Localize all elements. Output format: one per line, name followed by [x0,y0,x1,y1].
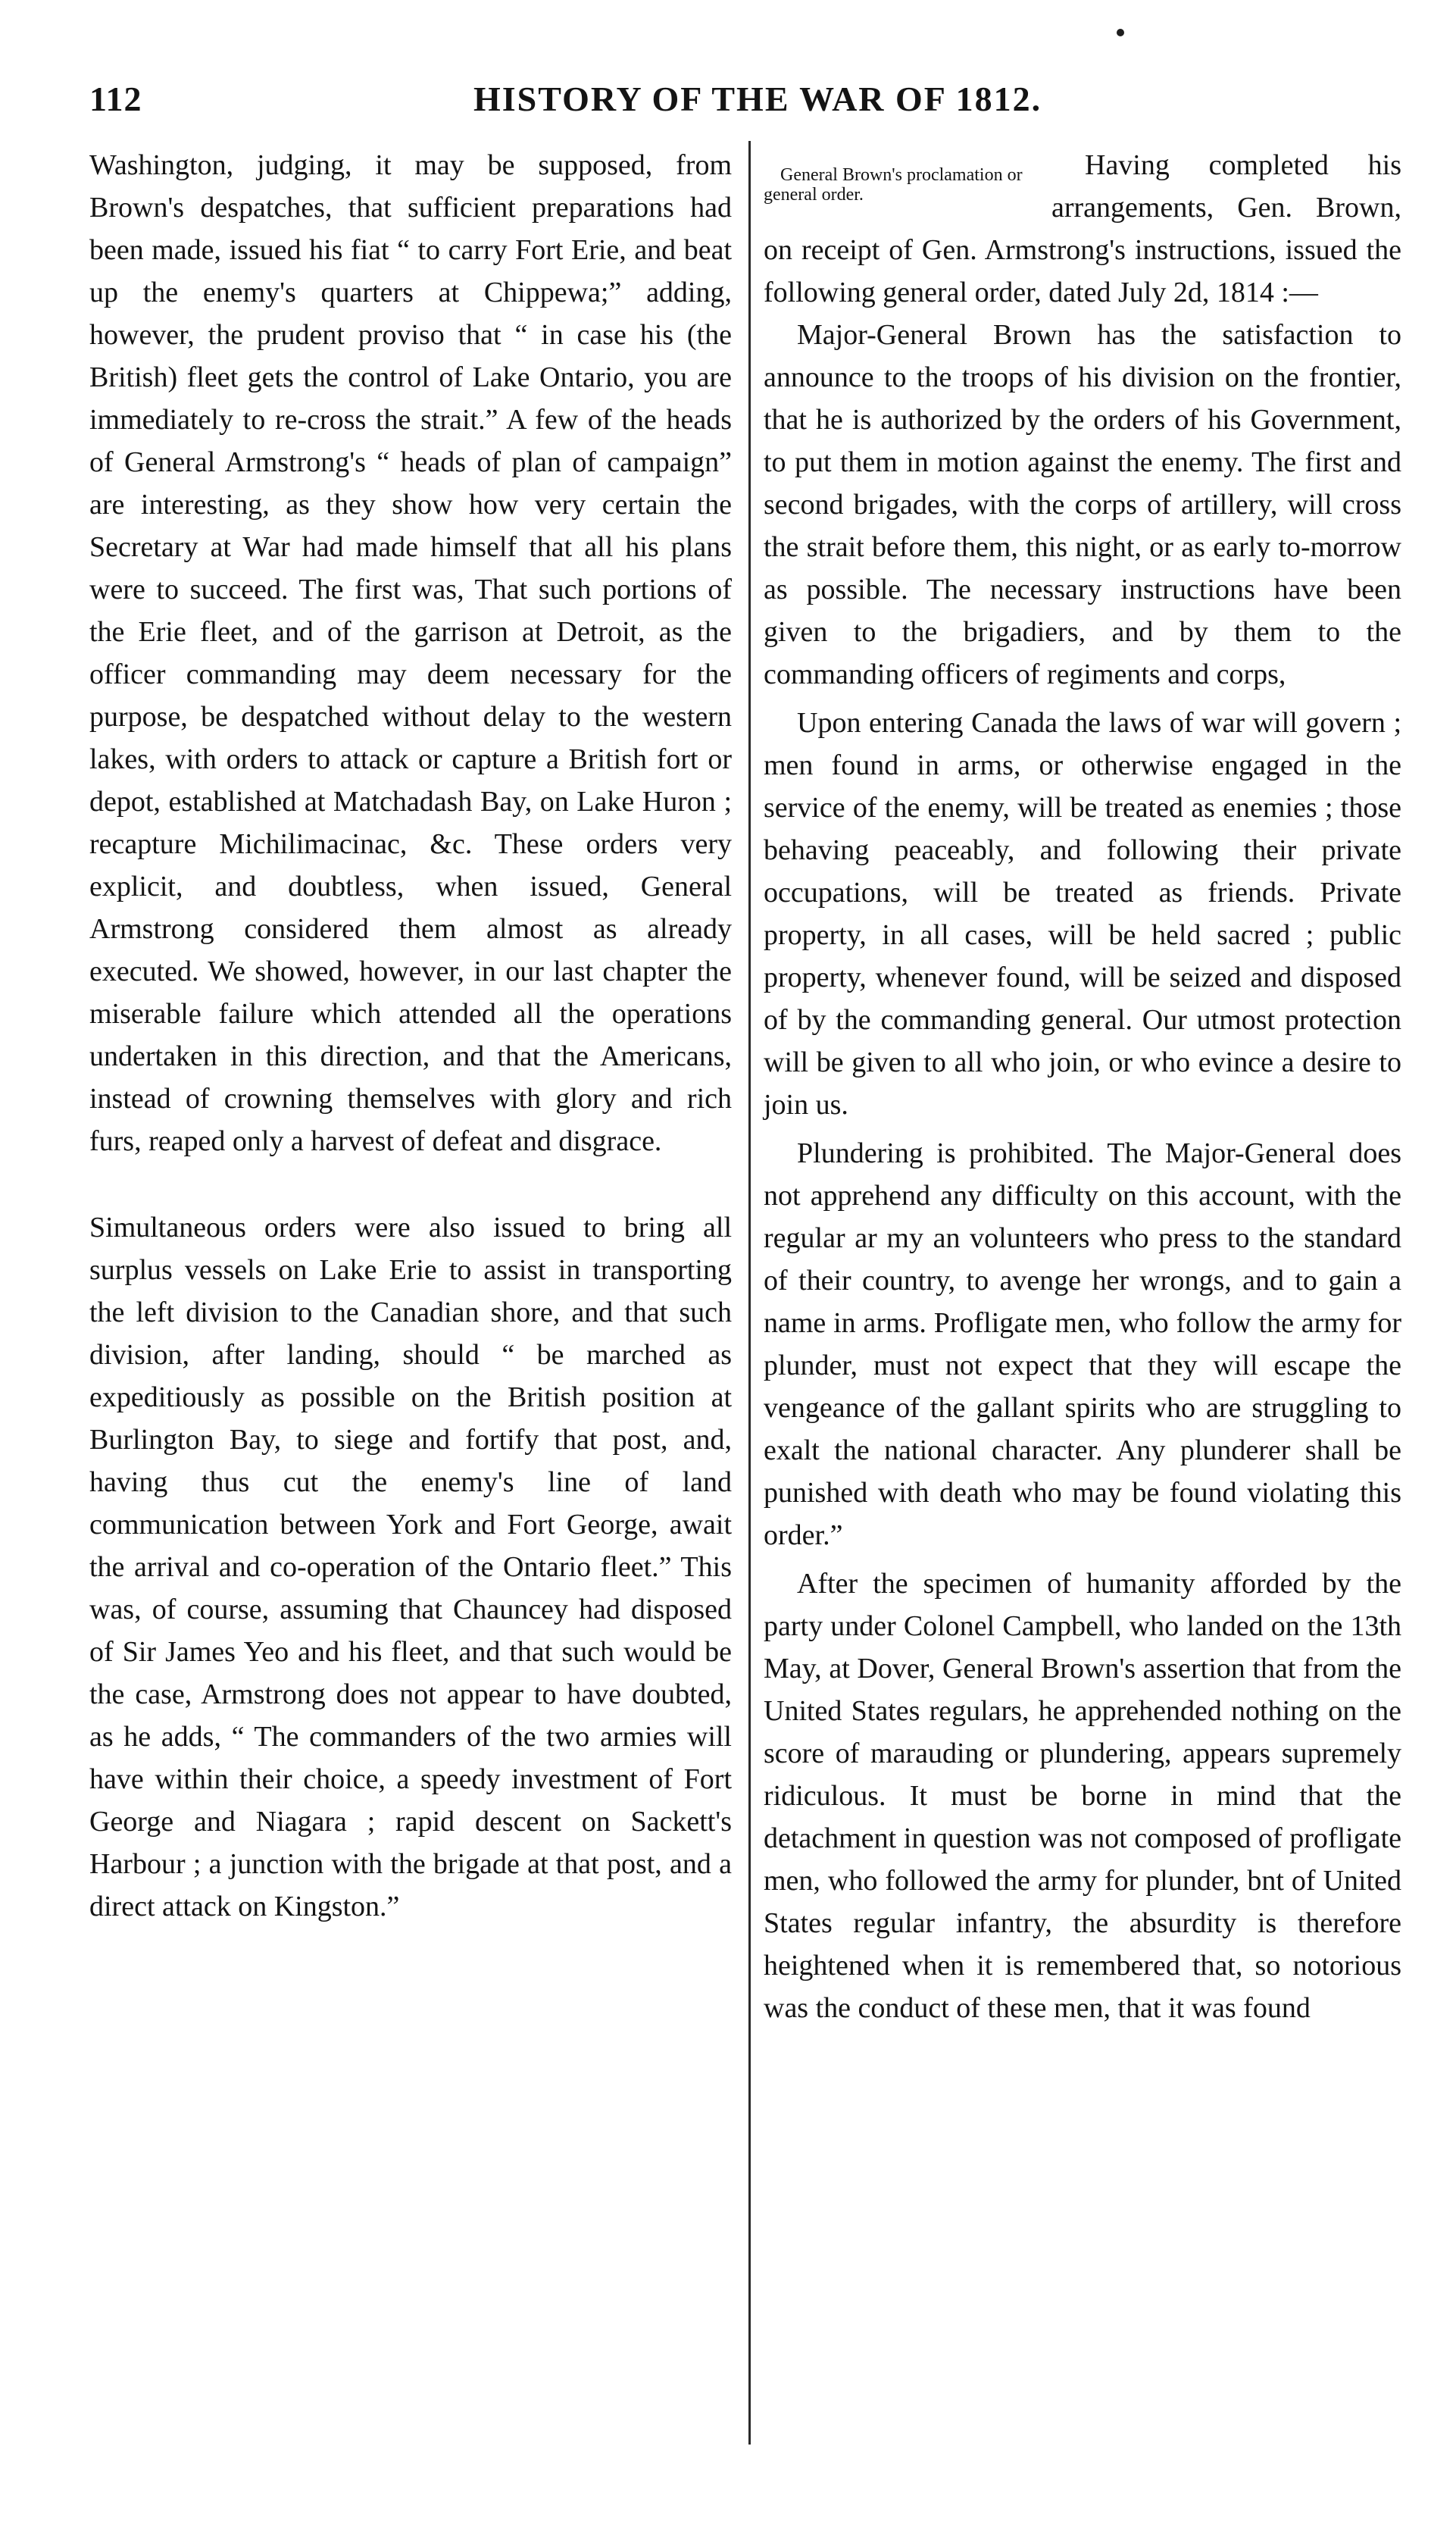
column-divider [748,141,751,2445]
marginal-note: General Brown's proclamation or general order. [764,165,1023,205]
intro-block [764,144,1401,314]
paragraph: Simultaneous orders were also issued to bring all surplus vessels on Lake Erie to assist in transporting the left division to the Canadian shore, and that such division, after landing, should “ be marched as expeditiously as possible on the British position at Burlington Bay, to siege and fortify that post, and, having thus cut the enemy's line of land communication between York and Fort George, await the arrival and co-operation of the Ontario fleet.” This was, of course, assuming that Chauncey had disposed of Sir James Yeo and his fleet, and that such would be the case, Armstrong does not appear to have doubted, as he adds, “ The commanders of the two armies will have within their choice, a speedy investment of Fort George and Niagara ; rapid descent on Sackett's Harbour ; a junction with the brigade at that post, and a direct attack on Kingston.” [89,1212,732,1922]
paragraph: Plundering is prohibited. The Major-General does not apprehend any difficulty on this account, with the regular ar my an volunteers who press to the standard of their country, to avenge her wrongs, and to gain a name in arms. Profligate men, who follow the army for plunder, must not expect that they will escape the vengeance of the gallant spirits who are struggling to exalt the national character. Any plunderer shall be punished with death who may be found violating this order.” [764,1137,1401,1551]
right-column [764,144,1401,2029]
left-column [89,144,732,1928]
page-header [0,76,1456,124]
paragraph: Upon entering Canada the laws of war will govern ; men found in arms, or otherwise engaged in the service of the enemy, will be treated as enemies ; those behaving peaceably, and following their private occupations, will be treated as friends. Private property, in all cases, will be held sacred ; public property, whenever found, will be seized and disposed of by the commanding general. Our utmost protection will be given to all who join, or who evince a desire to join us. [764,707,1401,1121]
paragraph: Washington, judging, it may be supposed, from Brown's despatches, that sufficient preparations had been made, issued his fiat “ to carry Fort Erie, and beat up the enemy's quarters at Chippewa;” adding, however, the prudent proviso that “ in case his (the British) fleet gets the control of Lake Ontario, you are immediately to re-cross the strait.” A few of the heads of General Armstrong's “ heads of plan of campaign” are interesting, as they show how very certain the Secretary at War had made himself that all his plans were to succeed. The first was, That such portions of the Erie fleet, and of the garrison at Detroit, as the officer commanding may deem necessary for the purpose, be despatched without delay to the western lakes, with orders to attack or capture a British fort or depot, established at Matchadash Bay, on Lake Huron ; recapture Michilimacinac, &c. These orders very explicit, and doubtless, when issued, General Armstrong considered them almost as already executed. We showed, however, in our last chapter the miserable failure which attended all the operations undertaken in this direction, and that the Americans, instead of crowning themselves with glory and rich furs, reaped only a harvest of defeat and disgrace. [89,149,732,1157]
ink-speck [1117,29,1124,36]
page-number: 112 [89,80,142,118]
paragraph: After the specimen of humanity afforded by the party under Colonel Campbell, who landed on the 13th May, at Dover, General Brown's assertion that from the United States regulars, he apprehended nothing on the score of marauding or plundering, appears supremely ridiculous. It must be borne in mind that the detachment in question was not composed of profligate men, who followed the army for plunder, bnt of United States regular infantry, the absurdity is therefore heightened when it is remembered that, so notorious was the conduct of these men, that it was found [764,1568,1401,2024]
paragraph: Major-General Brown has the satisfaction to announce to the troops of his division on the frontier, that he is authorized by the orders of his Government, to put them in motion against the enemy. The first and second brigades, with the corps of artillery, will cross the strait before them, this night, or as early to-morrow as possible. The necessary instructions have been given to the brigadiers, and by them to the commanding officers of regiments and corps, [764,319,1401,690]
running-title: HISTORY OF THE WAR OF 1812. [473,80,1042,118]
intro-paragraph: Having completed his arrangements, Gen. Brown, on receipt of Gen. Armstrong's instructions, issued the following general order, dated July 2d, 1814 :— [764,149,1401,308]
